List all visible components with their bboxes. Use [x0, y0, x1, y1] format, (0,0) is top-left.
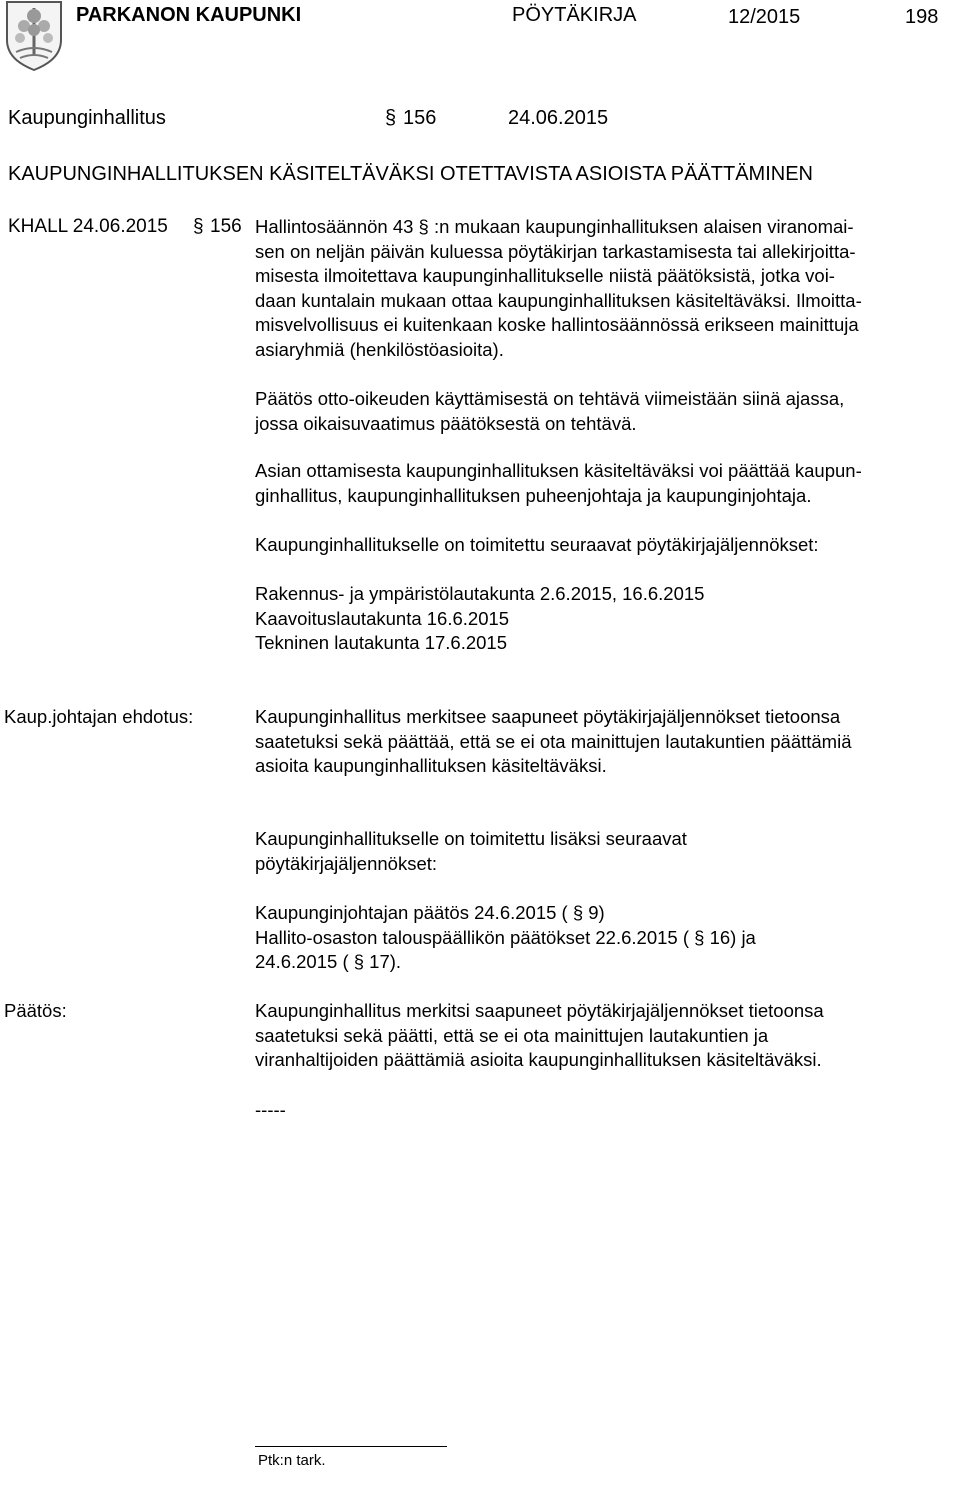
proposal-text	[255, 705, 955, 779]
intro-paragraph	[255, 215, 955, 362]
list-item: Hallito-osaston talouspäällikön päätökset 22.6.2015 ( § 16) ja	[255, 926, 756, 948]
intro-line: misvelvollisuus ei kuitenkaan koske hallintosäännössä erikseen mainittuja	[255, 314, 859, 335]
paragraph-line: Kaupunginhallitukselle on toimitettu seuraavat pöytäkirjajäljennökset:	[255, 534, 819, 555]
additional-copies-paragraph	[255, 827, 955, 876]
paragraph-line: Kaupunginhallitukselle on toimitettu lisäksi seuraavat	[255, 828, 687, 849]
paragraph-line: pöytäkirjajäljennökset:	[255, 852, 438, 874]
meta-section-sign: §	[385, 107, 397, 129]
list-item: 24.6.2015 ( § 17).	[255, 951, 402, 972]
paragraph-line: Asian ottamisesta kaupunginhallituksen käsiteltäväksi voi päättää kaupun-	[255, 460, 862, 481]
end-mark: -----	[255, 1099, 286, 1120]
header-doc-type: PÖYTÄKIRJA	[512, 4, 637, 26]
item-label: KHALL 24.06.2015	[8, 216, 168, 237]
item-section-number: 156	[210, 216, 242, 237]
list-item: Kaupunginjohtajan päätös 24.6.2015 ( § 9)	[255, 902, 605, 923]
header-number: 12/2015	[728, 6, 801, 28]
city-crest-logo	[4, 0, 64, 72]
footer-rule	[255, 1446, 447, 1447]
decision-label: Päätös:	[4, 1000, 67, 1021]
proposal-line: asioita kaupunginhallituksen käsiteltäväksi.	[255, 755, 607, 776]
header-page-number: 198	[905, 6, 939, 28]
list-item: Tekninen lautakunta 17.6.2015	[255, 632, 508, 653]
intro-line: daan kuntalain mukaan ottaa kaupunginhallituksen käsiteltäväksi. Ilmoitta-	[255, 289, 862, 311]
document-title: KAUPUNGINHALLITUKSEN KÄSITELTÄVÄKSI OTETTAVISTA ASIOISTA PÄÄTTÄMINEN	[8, 163, 813, 185]
list-item: Rakennus- ja ympäristölautakunta 2.6.2015, 16.6.2015	[255, 583, 705, 604]
intro-line: sen on neljän päivän kuluessa pöytäkirjan tarkastamisesta tai allekirjoitta-	[255, 240, 856, 262]
proposal-line: saatetuksi sekä päättää, että se ei ota mainittujen lautakuntien päättämiä	[255, 730, 852, 752]
intro-line: asiaryhmiä (henkilöstöasioita).	[255, 338, 504, 360]
decision-line: Kaupunginhallitus merkitsi saapuneet pöytäkirjajäljennökset tietoonsa	[255, 1000, 824, 1021]
item-section-sign: §	[193, 216, 204, 237]
intro-line: misesta ilmoitettava kaupunginhallitukselle niistä päätöksistä, jotka voi-	[255, 265, 835, 286]
decision-line: saatetuksi sekä päätti, että se ei ota mainittujen lautakuntien ja	[255, 1024, 769, 1046]
paragraph-line: ginhallitus, kaupunginhallituksen puheenjohtaja ja kaupunginjohtaja.	[255, 484, 812, 506]
additional-copies-list	[255, 901, 955, 975]
received-copies-paragraph	[255, 533, 955, 558]
proposal-label: Kaup.johtajan ehdotus:	[4, 706, 194, 727]
proposal-line: Kaupunginhallitus merkitsee saapuneet pöytäkirjajäljennökset tietoonsa	[255, 706, 841, 727]
meta-section-number: 156	[403, 107, 437, 129]
asian-ottaminen-paragraph	[255, 459, 955, 508]
header-city: PARKANON KAUPUNKI	[76, 4, 302, 26]
decision-text	[255, 999, 955, 1073]
otto-oikeus-paragraph	[255, 387, 955, 436]
paragraph-line: Päätös otto-oikeuden käyttämisestä on tehtävä viimeistään siinä ajassa,	[255, 388, 845, 409]
intro-line: Hallintosäännön 43 § :n mukaan kaupunginhallituksen alaisen viranomai-	[255, 216, 854, 237]
paragraph-line: jossa oikaisuvaatimus päätöksestä on tehtävä.	[255, 412, 637, 434]
received-copies-list	[255, 582, 955, 656]
meta-body: Kaupunginhallitus	[8, 107, 166, 129]
footer-label: Ptk:n tark.	[258, 1452, 326, 1469]
meta-date: 24.06.2015	[508, 107, 609, 129]
decision-line: viranhaltijoiden päättämiä asioita kaupunginhallituksen käsiteltäväksi.	[255, 1049, 822, 1070]
list-item: Kaavoituslautakunta 16.6.2015	[255, 607, 510, 629]
